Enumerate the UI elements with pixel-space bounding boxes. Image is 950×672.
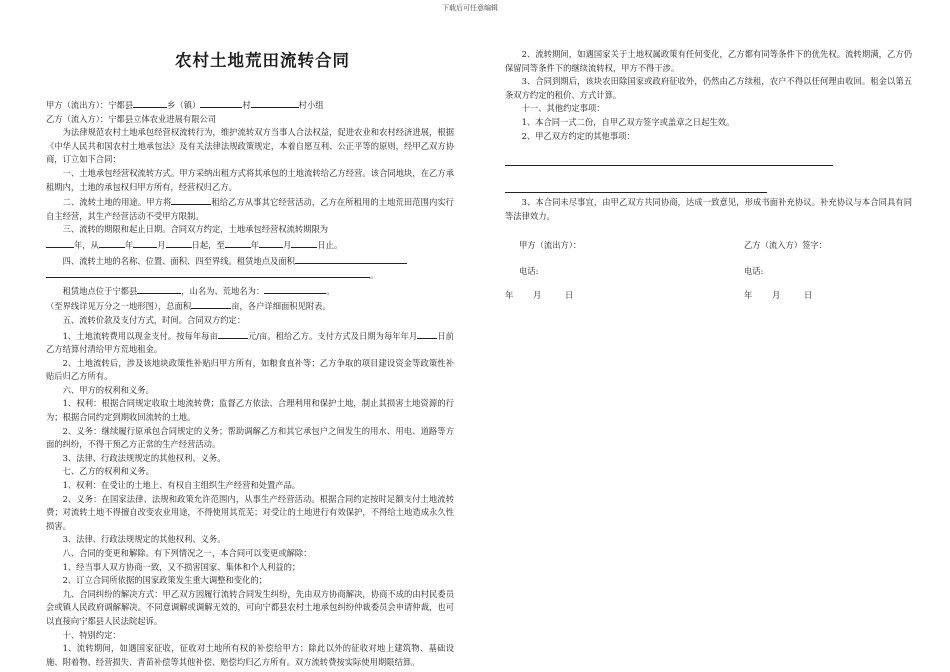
blank-years[interactable] <box>46 237 74 248</box>
document-title: 农村土地荒田流转合同 <box>175 51 350 70</box>
section-3: 三、流转的期限和起止日期。合同双方约定，土地承包经营权流转期限为 <box>62 224 329 235</box>
section-10-3: 3、合同到期后，该块农田除国家或政府征收外，仍然由乙方续租，农户不得以任何理由收回。租金以第五条双方约定的租价、方式计算。 <box>505 76 912 100</box>
section-5-1: 1、土地流转费用以现金支付。按每年每亩 元/亩。租给乙方。支付方式及日期为每年年月 日前乙方结算付清给甲方荒地租金。 <box>46 328 454 357</box>
blank-start-day[interactable] <box>166 237 192 248</box>
section-4-rule: 。 <box>46 267 454 283</box>
section-8-2: 2、订立合同所依据的国家政策发生重大调整和变化的； <box>62 575 267 586</box>
blank-land-name[interactable] <box>171 194 211 205</box>
section-6: 六、甲方的权利和义务。 <box>62 384 154 395</box>
location-line: 租赁地点位于宁都县 ，山名为、荒地名为： 。 <box>46 283 454 299</box>
blank-location-line[interactable] <box>46 267 370 278</box>
section-2: 二、流转土地的用途。甲方将 租给乙方从事其它经营活动，乙方在所租用的土地荒田范围内实行自主经营，其生产经营活动不受甲方限制。 <box>46 194 454 223</box>
section-6-1: 1、权利：根据合同规定收取土地流转费；监督乙方依法、合理利用和保护土地，制止其损害土地资源的行为；根据合同约定到期收回流转的土地。 <box>46 398 454 423</box>
blank-price[interactable] <box>218 328 248 339</box>
section-11-3: 3、本合同未尽事宜，由甲乙双方共同协商，达成一致意见，形成书面补充协议。补充协议与本合同具有同等法律效力。 <box>505 197 912 221</box>
section-10: 十、特别约定： <box>62 629 121 640</box>
blank-village[interactable] <box>200 97 242 108</box>
section-7-2: 2、义务：在国家法律、法规和政策允许范围内，从事生产经营活动。根据合同约定按时足额支付土地流转费；对流转土地不得擅自改变农业用途，不得使用其荒芜；对受让的土地进行有效保护，不得给土地造成永久性损害。 <box>46 493 454 531</box>
blank-village-group[interactable] <box>251 97 299 108</box>
date-row <box>505 289 912 303</box>
blank-county-place[interactable] <box>137 283 181 294</box>
blank-township[interactable] <box>133 97 167 108</box>
section-8-1: 1、经当事人双方协商一致，又不损害国家、集体和个人利益的； <box>62 561 301 572</box>
blank-end-year[interactable] <box>225 237 251 248</box>
section-1: 一、土地承包经营权流转方式。甲方采纳出租方式将其承包的土地流转给乙方经营。该合同地块，在乙方承租期内，土地的承包权归甲方所有，经营权归乙方。 <box>46 167 454 192</box>
section-9: 九、合同纠纷的解决方式：甲乙双方因履行流转合同发生纠纷，先由双方协商解决，协商不成的由村民委员会或镇人民政府调解解决。不同意调解或调解无效的，可向宁都县农村土地承包纠纷仲裁委员会申请仲裁，也可以直接向宁都县人民法院起诉。 <box>46 588 454 626</box>
party-b-signature[interactable]: 乙方（流入方）签字： <box>744 240 827 251</box>
section-7-1: 1、权利：在受让的土地上、有权自主组织生产经营和处置产品。 <box>62 480 301 491</box>
party-a-date[interactable]: 年 月 日 <box>505 289 574 300</box>
blank-start-year[interactable] <box>99 237 125 248</box>
section-11-2: 2、甲乙双方约定的其他事项： <box>521 130 635 141</box>
right-column <box>505 48 912 302</box>
section-5: 五、流转价款及支付方式，时间。合同双方约定： <box>62 314 246 325</box>
section-6-3: 3、法律、行政法规规定的其他权利、义务。 <box>62 452 226 463</box>
section-10-2: 2、流转期间，如遇国家关于土地权属政策有任何变化，乙方都有同等条件下的优先权。流转期满，乙方仍保留同等条件下的继续流转权，甲方不得干涉。 <box>505 49 912 73</box>
section-8: 八、合同的变更和解除。有下列情况之一，本合同可以变更或解除： <box>62 548 312 558</box>
blank-end-day[interactable] <box>291 237 317 248</box>
section-11-1: 1、本合同一式二份，自甲乙双方签字或盖章之日起生效。 <box>521 116 735 127</box>
party-a-phone[interactable]: 电话: <box>519 265 539 276</box>
blank-mountain-name[interactable] <box>264 283 326 294</box>
party-b-phone[interactable]: 电话: <box>744 265 764 276</box>
section-6-2: 2、义务：继续履行原承包合同规定的义务；帮助调解乙方和其它承包户之间发生的用水、用电、道路等方面的纠纷，不得干预乙方正常的生产经营活动。 <box>46 425 454 450</box>
section-11: 十一、其他约定事项： <box>521 103 605 114</box>
blank-location-area[interactable] <box>295 253 407 264</box>
party-b-date[interactable]: 年 月 日 <box>744 289 813 300</box>
section-7-3: 3、法律、行政法规规定的其他权利、义务。 <box>62 534 226 545</box>
section-3-dates: 年，从 年 月 日起，至 年 月 日止。 <box>46 237 454 253</box>
header-note: 下载后可任意编辑 <box>442 4 498 12</box>
boundary-line: （至界线详见万分之一地形图），总面积 亩，各户详细面积见附表。 <box>46 298 454 314</box>
blank-end-month[interactable] <box>259 237 283 248</box>
intro-paragraph: 为法律规范农村土地承包经营权流转行为，维护流转双方当事人合法权益，促进农业和农村经济进展，根据《中华人民共和国农村土地承包法》及有关法律法规政策规定，本着自愿互利、公正平等的原则，经甲乙双方协商，订立如下合同： <box>46 127 454 165</box>
phone-row <box>505 265 912 279</box>
section-5-2: 2、土地流转后，涉及该地块政策性补贴归甲方所有，如粮食直补等；乙方争取的项目建设资金等政策性补贴后归乙方所有。 <box>46 357 454 382</box>
blank-pay-month[interactable] <box>417 328 437 339</box>
section-10-1: 1、流转期间，如遇国家征收，征收对土地所有权的补偿给甲方；除此以外的征收对地上建筑物、基础设施、附着物、经营损失、青苗补偿等其他补偿、赔偿均归乙方所有。双方流转费按实际使用期限结算。 <box>46 643 454 667</box>
signature-row <box>505 239 912 253</box>
section-7: 七、乙方的权利和义务。 <box>62 466 154 477</box>
blank-total-area[interactable] <box>191 298 231 309</box>
left-column <box>46 48 454 669</box>
party-b-line: 乙方（流入方）：宁都县立体农业进展有限公司 <box>46 113 217 124</box>
section-4: 四、流转土地的名称、位置、面积、四至界线。租赁地点及面积 <box>46 253 454 269</box>
party-a-line: 甲方（流出方）：宁都县 乡（镇） 村 村小组 <box>46 97 454 113</box>
blank-start-month[interactable] <box>133 237 157 248</box>
party-a-signature[interactable]: 甲方（流出方）： <box>519 240 582 251</box>
